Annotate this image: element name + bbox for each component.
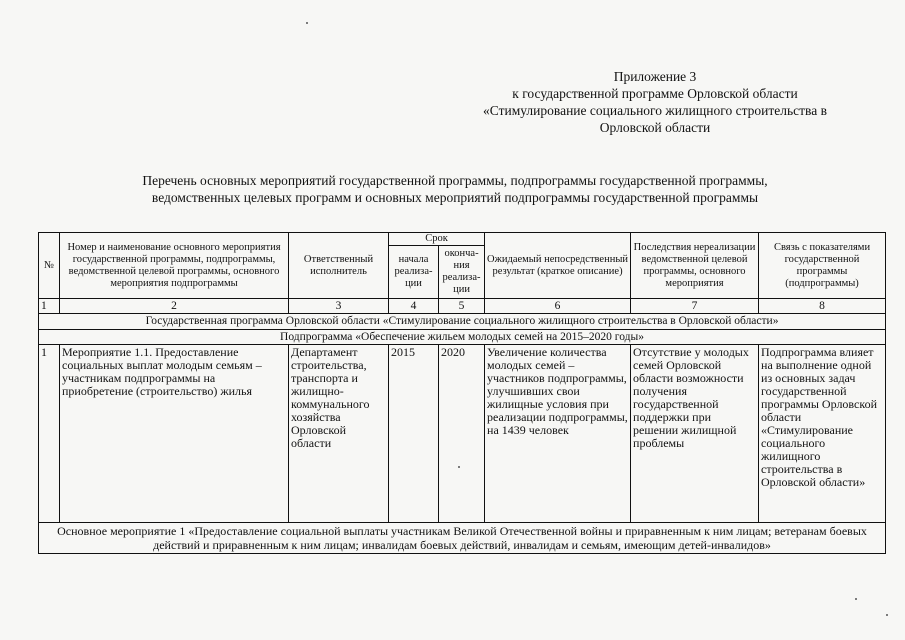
appendix-line-4: Орловской области [599, 120, 711, 135]
header-result: Ожидаемый непосредственный результат (краткое описание) [485, 233, 631, 299]
header-row-1 [39, 233, 886, 246]
document-title [40, 172, 870, 206]
appendix-header [455, 68, 855, 136]
col-number: 6 [485, 299, 631, 314]
program-row [39, 314, 886, 330]
header-num: № [39, 233, 60, 299]
header-term: Срок [389, 233, 485, 246]
col-number: 5 [439, 299, 485, 314]
row-end: 2020 [439, 345, 485, 523]
col-number: 8 [759, 299, 886, 314]
col-number: 3 [289, 299, 389, 314]
scan-speck [855, 598, 857, 600]
title-line-1: Перечень основных мероприятий государственной программы, подпрограммы государственной программы, [142, 173, 768, 188]
header-link: Связь с показателями государственной программы (подпрограммы) [759, 233, 886, 299]
subprogram-title: Подпрограмма «Обеспечение жильем молодых семей на 2015–2020 годы» [39, 329, 886, 345]
scan-speck [886, 614, 888, 616]
row-num: 1 [39, 345, 60, 523]
header-end: оконча-ния реализа-ции [439, 246, 485, 299]
row-start: 2015 [389, 345, 439, 523]
row-link: Подпрограмма влияет на выполнение одной из основных задач государственной программы Орловской области «Стимулирование социального жилищного строительства в Орловской области» [759, 345, 886, 523]
subprogram-row [39, 329, 886, 345]
footer-row [39, 523, 886, 554]
scan-speck [306, 22, 308, 24]
appendix-line-2: к государственной программе Орловской области [512, 86, 798, 101]
row-name: Мероприятие 1.1. Предоставление социальных выплат молодым семьям – участникам подпрограммы на приобретение (строительство) жилья [60, 345, 289, 523]
col-number: 7 [631, 299, 759, 314]
scan-speck [458, 466, 460, 468]
header-name: Номер и наименование основного мероприятия государственной программы, подпрограммы, ведомственной целевой программы, основного мероприятия подпрограммы [60, 233, 289, 299]
col-number: 1 [39, 299, 60, 314]
col-number: 2 [60, 299, 289, 314]
header-responsible: Ответственный исполнитель [289, 233, 389, 299]
measures-table [38, 232, 886, 554]
col-number: 4 [389, 299, 439, 314]
row-result: Увеличение количества молодых семей – участников подпрограммы, улучшивших свои жилищные условия при реализации подпрограммы, на 1439 человек [485, 345, 631, 523]
column-number-row [39, 299, 886, 314]
appendix-line-1: Приложение 3 [613, 69, 697, 84]
title-line-2: ведомственных целевых программ и основных мероприятий подпрограммы государственной программы [151, 190, 759, 205]
program-title: Государственная программа Орловской области «Стимулирование социального жилищного строительства в Орловской области» [39, 314, 886, 330]
row-responsible: Департамент строительства, транспорта и жилищно-коммунального хозяйства Орловской области [289, 345, 389, 523]
row-consequences: Отсутствие у молодых семей Орловской области возможности получения государственной поддержки при решении жилищной проблемы [631, 345, 759, 523]
header-start: начала реализа-ции [389, 246, 439, 299]
appendix-line-3: «Стимулирование социального жилищного строительства в [483, 103, 827, 118]
header-consequences: Последствия нереализации ведомственной целевой программы, основного мероприятия [631, 233, 759, 299]
main-measure-1: Основное мероприятие 1 «Предоставление социальной выплаты участникам Великой Отечественной войны и приравненным к ним лицам; ветеранам боевых действий и приравненным к ним лицам; инвалидам боевых действий, инвалидам и семьям, имеющим детей-инвалидов» [39, 523, 886, 554]
table-row [39, 345, 886, 523]
